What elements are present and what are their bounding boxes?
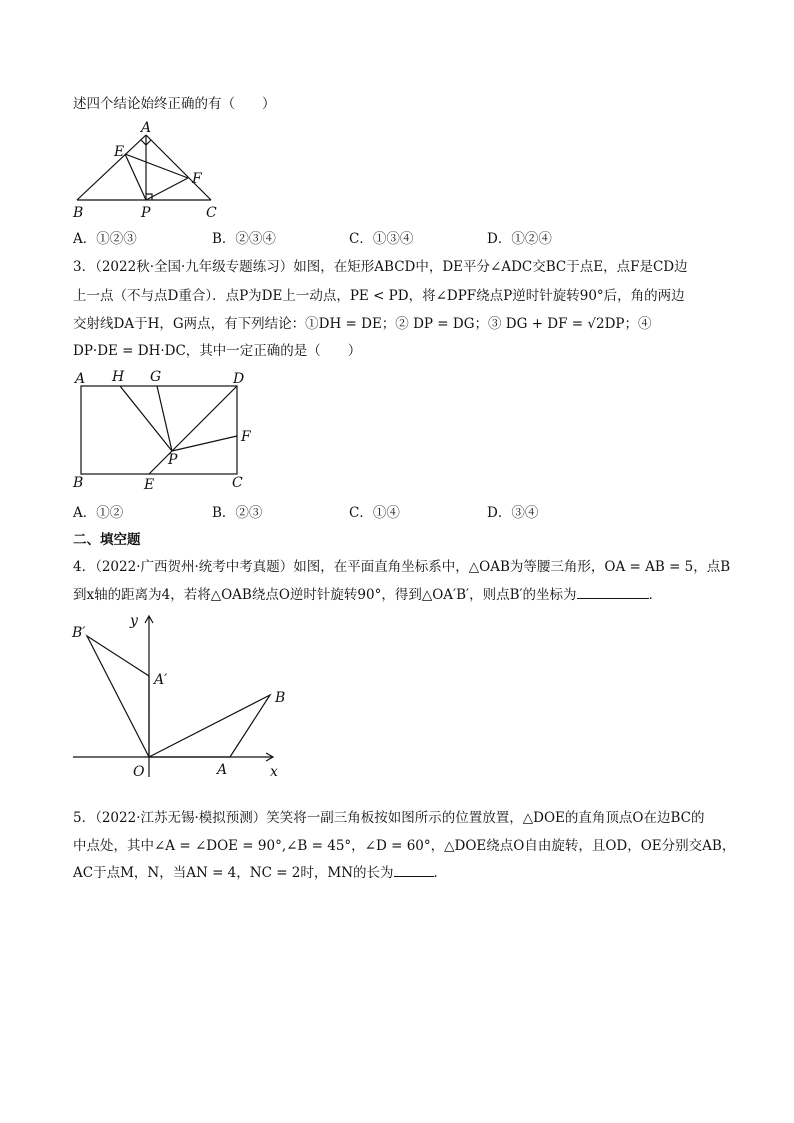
q5-stem-line3 [73, 863, 447, 883]
label-y: y [130, 613, 138, 629]
label-p: P [141, 205, 151, 221]
q3-stem-line2: 上一点（不与点D重合）．点P为DE上一动点，PE < PD，将∠DPF绕点P逆时针旋转90°后，角的两边 [73, 288, 685, 304]
label-e: E [144, 477, 155, 493]
label-b: B [275, 690, 286, 706]
q3-option-c[interactable]: C．①④ [349, 505, 400, 521]
q5-stem-text: AC于点M，N，当AN = 4，NC = 2时，MN的长为 [73, 865, 394, 881]
q3-stem-line3: 交射线DA于H，G两点，有下列结论：①DH = DE；② DP = DG；③ DG + DF = √2DP；④ [73, 316, 652, 332]
q5-stem-line2: 中点处，其中∠A = ∠DOE = 90°,∠B = 45°，∠D = 60°，△DOE绕点O自由旋转，且OD，OE分别交AB， [73, 838, 736, 854]
q5-stem-line1: 5．（2022·江苏无锡·模拟预测）笑笑将一副三角板按如图所示的位置放置，△DOE的直角顶点O在边BC的 [73, 810, 705, 826]
q5-stem-end: ． [433, 865, 448, 881]
triangle-oa-prime-b-prime [87, 636, 149, 757]
label-d: D [233, 371, 245, 387]
label-o: O [133, 764, 145, 780]
label-c: C [232, 475, 243, 491]
q2-option-b[interactable]: B．②③④ [212, 231, 276, 247]
label-a-prime: A′ [154, 672, 168, 688]
label-e: E [114, 144, 125, 160]
q2-option-c[interactable]: C．①③④ [349, 231, 414, 247]
edge-ab [77, 135, 146, 200]
label-x: x [270, 764, 278, 780]
q3-rectangle-figure [70, 366, 260, 496]
q3-option-d[interactable]: D．③④ [487, 505, 539, 521]
label-f: F [241, 429, 251, 445]
q4-stem-end: ． [648, 587, 663, 603]
q3-stem-line1: 3．（2022秋·全国·九年级专题练习）如图，在矩形ABCD中，DE平分∠ADC交BC于点E，点F是CD边 [73, 259, 688, 275]
q4-answer-blank[interactable] [577, 586, 649, 599]
label-a: A [217, 762, 228, 778]
q3-option-b[interactable]: B．②③ [212, 505, 263, 521]
label-a: A [141, 120, 152, 136]
label-b: B [73, 475, 84, 491]
label-b: B [73, 205, 84, 221]
q4-stem-line1: 4．（2022·广西贺州·统考中考真题）如图，在平面直角坐标系中，△OAB为等腰三角形，OA = AB = 5，点B [73, 559, 731, 575]
q4-coordinate-figure [70, 610, 290, 785]
section-title-fill-in: 二、填空题 [73, 532, 141, 548]
label-g: G [150, 369, 162, 385]
triangle-oab [149, 695, 270, 757]
q2-option-d[interactable]: D．①②④ [487, 231, 552, 247]
label-h: H [112, 369, 125, 385]
label-a: A [75, 371, 86, 387]
segment-de [149, 386, 237, 474]
label-b-prime: B′ [72, 625, 86, 641]
q3-stem-line4: DP·DE = DH·DC，其中一定正确的是（ ） [73, 343, 362, 359]
q3-option-a[interactable]: A．①② [73, 505, 124, 521]
q4-stem-line2 [73, 585, 662, 605]
q2-triangle-figure [70, 120, 230, 225]
q4-stem-text: 到x轴的距离为4，若将△OAB绕点O逆时针旋转90°，得到△OA′B′，则点B′的坐标为 [73, 587, 577, 603]
q5-answer-blank[interactable] [394, 864, 434, 877]
rectangle-abcd [81, 386, 237, 474]
label-p: P [168, 452, 178, 468]
label-f: F [192, 171, 202, 187]
label-c: C [206, 205, 217, 221]
q2-option-a[interactable]: A．①②③ [73, 231, 137, 247]
edge-ac [146, 135, 211, 200]
segment-pf [172, 436, 237, 451]
q2-stem-tail: 述四个结论始终正确的有（ ） [73, 96, 276, 112]
